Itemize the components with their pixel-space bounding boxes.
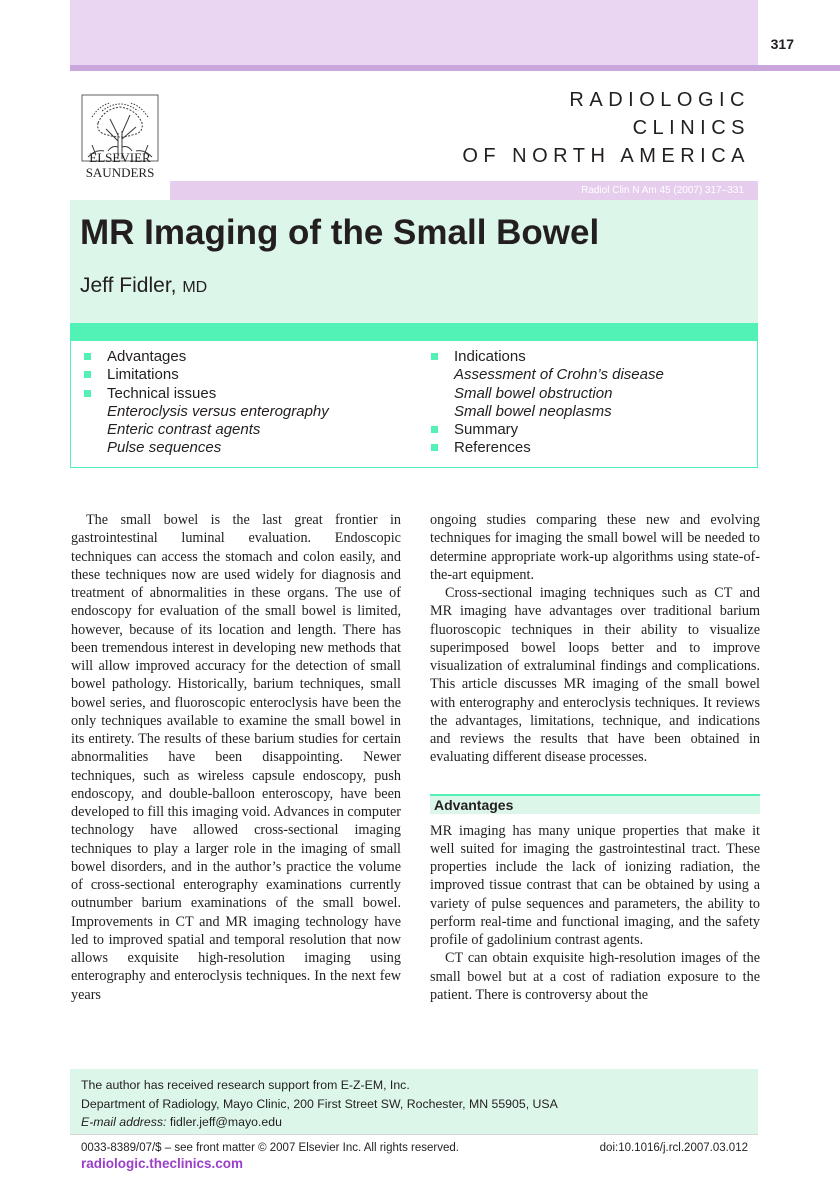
body-right-column bbox=[430, 511, 760, 1004]
author bbox=[80, 274, 207, 298]
email-link[interactable]: fidler.jeff@mayo.edu bbox=[169, 1115, 282, 1129]
outline-subitem[interactable]: Small bowel neoplasms bbox=[454, 402, 612, 420]
page-number: 317 bbox=[770, 36, 794, 52]
bullet-icon bbox=[84, 353, 91, 360]
bullet-icon bbox=[431, 426, 438, 433]
outline-subitem[interactable]: Small bowel obstruction bbox=[454, 384, 613, 402]
section-heading: Advantages bbox=[434, 796, 514, 813]
header-band bbox=[70, 0, 758, 65]
author-degree: MD bbox=[182, 279, 208, 296]
outline-subitem[interactable]: Pulse sequences bbox=[107, 439, 222, 457]
email-label: E-mail address: bbox=[81, 1115, 167, 1129]
bullet-icon bbox=[84, 390, 91, 397]
outline-item[interactable]: Advantages bbox=[84, 348, 329, 366]
header-stripe bbox=[70, 65, 840, 71]
bullet-icon bbox=[431, 444, 438, 451]
outline-item[interactable]: Limitations bbox=[84, 366, 329, 384]
doi[interactable]: doi:10.1016/j.rcl.2007.03.012 bbox=[599, 1142, 748, 1154]
journal-website-link[interactable]: radiologic.theclinics.com bbox=[81, 1156, 244, 1171]
body-paragraph: CT can obtain exquisite high-resolution images of the small bowel but at a cost of radiation exposure to the patient. There is controversy about the bbox=[430, 950, 760, 1003]
author-name: Jeff Fidler, bbox=[80, 274, 177, 297]
footnote-support: The author has received research support from E-Z-EM, Inc. bbox=[81, 1078, 410, 1092]
publisher-line-1: ELSEVIER bbox=[89, 150, 151, 165]
outline-item[interactable]: References bbox=[431, 439, 664, 457]
body-left-column bbox=[71, 511, 401, 1004]
footnote-email-line bbox=[81, 1113, 558, 1132]
journal-line-1: RADIOLOGIC bbox=[569, 89, 750, 111]
publisher-line-2: SAUNDERS bbox=[85, 165, 155, 180]
bullet-icon bbox=[84, 371, 91, 378]
outline-subitem[interactable]: Enteroclysis versus enterography bbox=[107, 402, 329, 420]
journal-name bbox=[462, 86, 750, 170]
article-title: MR Imaging of the Small Bowel bbox=[80, 213, 600, 252]
outline-bar bbox=[70, 323, 758, 341]
outline-item[interactable]: Technical issues bbox=[84, 385, 329, 403]
journal-line-2: CLINICS bbox=[632, 117, 750, 139]
body-paragraph: MR imaging has many unique properties that make it well suited for imaging the gastrointestinal tract. These properties include the lack of ionizing radiation, the improved tissue contrast that can be obtained by using a variety of pulse sequences and parameters, the ability to perform real-time and functional imaging, and the safety profile of gadolinium contrast agents. bbox=[430, 822, 760, 948]
bullet-icon bbox=[431, 353, 438, 360]
footnote bbox=[81, 1076, 558, 1132]
citation: Radiol Clin N Am 45 (2007) 317–331 bbox=[581, 185, 744, 196]
outline-item[interactable]: Summary bbox=[431, 421, 664, 439]
outline-right-column bbox=[431, 348, 664, 458]
section-heading-bar bbox=[430, 794, 760, 814]
page-number-box bbox=[758, 0, 840, 65]
footnote-affiliation: Department of Radiology, Mayo Clinic, 200 First Street SW, Rochester, MN 55905, USA bbox=[81, 1096, 558, 1111]
outline-subitem[interactable]: Enteric contrast agents bbox=[107, 421, 261, 439]
journal-line-3: OF NORTH AMERICA bbox=[462, 145, 750, 167]
outline-subitem[interactable]: Assessment of Crohn’s disease bbox=[454, 366, 664, 384]
body-paragraph: Cross-sectional imaging techniques such as CT and MR imaging have advantages over traditional barium fluoroscopic techniques in their ability to visualize superimposed bowel loops better and to improve visualization of extraluminal findings and complications. This article discusses MR imaging of the small bowel with enterography and enteroclysis techniques. It reviews the advantages, limitations, technique, and indications and reviews the results that have been obtained in evaluating different disease processes. bbox=[430, 585, 760, 766]
outline-item[interactable]: Indications bbox=[431, 348, 664, 366]
body-paragraph: The small bowel is the last great frontier in gastrointestinal luminal evaluation. Endoscopic techniques can access the stomach and colon easily, and these techniques now are used widely for diagnosis and treatment of abnormalities in these organs. The use of endoscopy for evaluation of the small bowel is limited, however, because of its location and length. There has been tremendous interest in developing new methods that will allow improved accuracy for the detection of small bowel pathology. Historically, barium techniques, small bowel series, and fluoroscopic enteroclysis have been the only techniques available to examine the small bowel in its entirety. The results of these barium studies for certain abnormalities have been disappointing. Newer techniques, such as wireless capsule endoscopy, push endoscopy, and double-balloon enteroscopy, have been developed to fill this imaging void. Advances in computer technology have allowed cross-sectional imaging techniques to play a larger role in the imaging of small bowel disorders, and in the author’s practice the volume of cross-sectional enterography examinations currently outnumber barium examinations of the small bowel. Improvements in CT and MR imaging technology have led to improved spatial and temporal resolution that now allows exquisite high-resolution imaging using enterography and enteroclysis techniques. In the next few years bbox=[71, 512, 401, 1003]
copyright: 0033-8389/07/$ – see front matter © 2007 Elsevier Inc. All rights reserved. bbox=[81, 1142, 459, 1154]
body-paragraph: ongoing studies comparing these new and evolving techniques for imaging the small bowel will be needed to determine appropriate work-up algorithms using state-of-the-art equipment. bbox=[430, 512, 760, 583]
outline-left-column bbox=[84, 348, 329, 458]
footer-divider bbox=[70, 1134, 758, 1135]
publisher-name bbox=[78, 150, 162, 180]
